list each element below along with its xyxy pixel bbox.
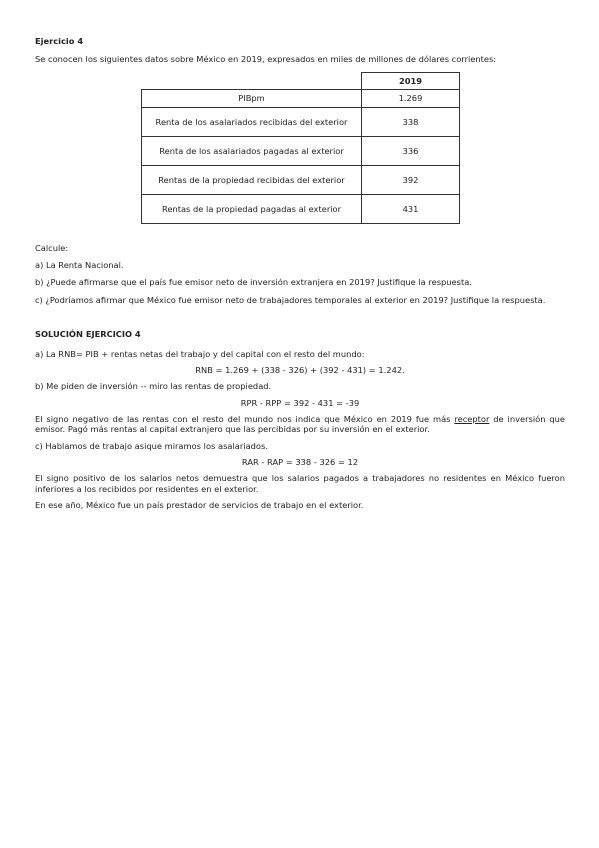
solution-b-expl-part2: de inversión que emisor. Pagó más rentas al capital extranjero que las percibidas por su inversión en el exterior. — [35, 413, 565, 435]
exercise-intro: Se conocen los siguientes datos sobre México en 2019, expresados en miles de millones de dólares corrientes: — [35, 54, 497, 65]
solution-b-text: b) Me piden de inversión -- miro las rentas de propiedad. — [35, 381, 272, 392]
questions-section — [35, 243, 565, 305]
questions-intro: Calcule: — [35, 242, 69, 253]
row-value: 431 — [362, 194, 460, 223]
question-a: a) La Renta Nacional. — [35, 260, 124, 271]
row-label: Renta de los asalariados recibidas del exterior — [142, 107, 362, 136]
solution-c-explanation: El signo positivo de los salarios netos demuestra que los salarios pagados a trabajadores no residentes en México fueron inferiores a los recibidos por residentes en el exterior. — [35, 473, 565, 494]
row-value: 1.269 — [362, 89, 460, 107]
exercise-title: Ejercicio 4 — [35, 36, 84, 46]
table-row — [142, 165, 460, 194]
solution-conclusion: En ese año, México fue un país prestador de servicios de trabajo en el exterior. — [35, 500, 364, 511]
solution-c-formula: RAR - RAP = 338 - 326 = 12 — [241, 457, 359, 468]
row-label: Rentas de la propiedad pagadas al exterior — [142, 194, 362, 223]
table-row — [142, 194, 460, 223]
table-row — [142, 89, 460, 107]
table-header-blank — [142, 72, 362, 89]
solution-b-explanation — [35, 414, 565, 435]
solution-a-text: a) La RNB= PIB + rentas netas del trabajo y del capital con el resto del mundo: — [35, 348, 365, 359]
question-b: b) ¿Puede afirmarse que el país fue emisor neto de inversión extranjera en 2019? Justifique la respuesta. — [35, 277, 472, 288]
row-value: 338 — [362, 107, 460, 136]
row-value: 392 — [362, 165, 460, 194]
row-value: 336 — [362, 136, 460, 165]
solution-a-formula: RNB = 1.269 + (338 - 326) + (392 - 431) = 1.242. — [195, 364, 405, 375]
solution-b-expl-underlined: receptor — [454, 413, 490, 424]
solution-section — [35, 329, 565, 510]
data-table — [141, 72, 460, 224]
table-header-year: 2019 — [362, 72, 460, 89]
row-label: Renta de los asalariados pagadas al exterior — [142, 136, 362, 165]
row-label: Rentas de la propiedad recibidas del exterior — [142, 165, 362, 194]
solution-b-formula: RPR - RPP = 392 - 431 = -39 — [240, 397, 360, 408]
solution-b-expl-part1: El signo negativo de las rentas con el resto del mundo nos indica que México en 2019 fue más — [35, 413, 455, 424]
question-c: c) ¿Podríamos afirmar que México fue emisor neto de trabajadores temporales al exterior en 2019? Justifique la respuesta. — [35, 294, 546, 305]
table-row — [142, 107, 460, 136]
row-label: PIBpm — [142, 89, 362, 107]
solution-c-text: c) Hablamos de trabajo asique miramos los asalariados. — [35, 440, 268, 451]
table-row — [142, 136, 460, 165]
document-page — [35, 36, 565, 516]
solution-title: SOLUCIÓN EJERCICIO 4 — [35, 329, 141, 340]
table-header-row — [142, 72, 460, 89]
